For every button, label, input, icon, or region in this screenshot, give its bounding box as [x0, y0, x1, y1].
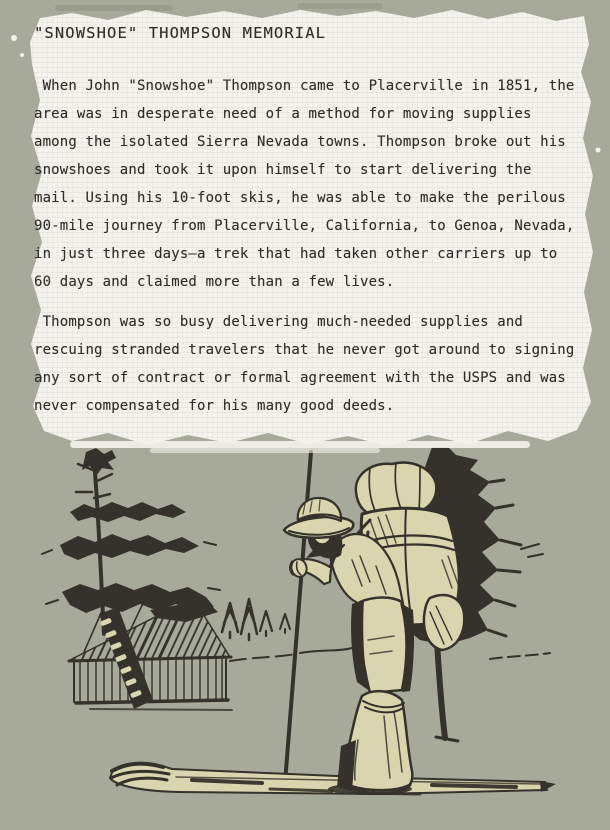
- skier-legs: [351, 598, 414, 694]
- memorial-paragraph-2: Thompson was so busy delivering much-needed supplies and rescuing stranded travelers that he never got around to signing any sort of contract or formal agreement with the USPS and was never compensated for his many good deeds.: [34, 314, 584, 414]
- memorial-title: "SNOWSHOE" THOMPSON MEMORIAL: [34, 24, 327, 42]
- memorial-paragraph-1: When John "Snowshoe" Thompson came to Placerville in 1851, the area was in desperate need of a method for moving supplies among the isolated Sierra Nevada towns. Thompson broke out his snowshoes and took it upon himself to start delivering the mail. Using his 10-foot skis, he was able to make the perilous 90-mile journey from Placerville, California, to Genoa, Nevada, in just three days—a trek that had taken other carriers up to 60 days and claimed more than a few lives.: [34, 78, 584, 290]
